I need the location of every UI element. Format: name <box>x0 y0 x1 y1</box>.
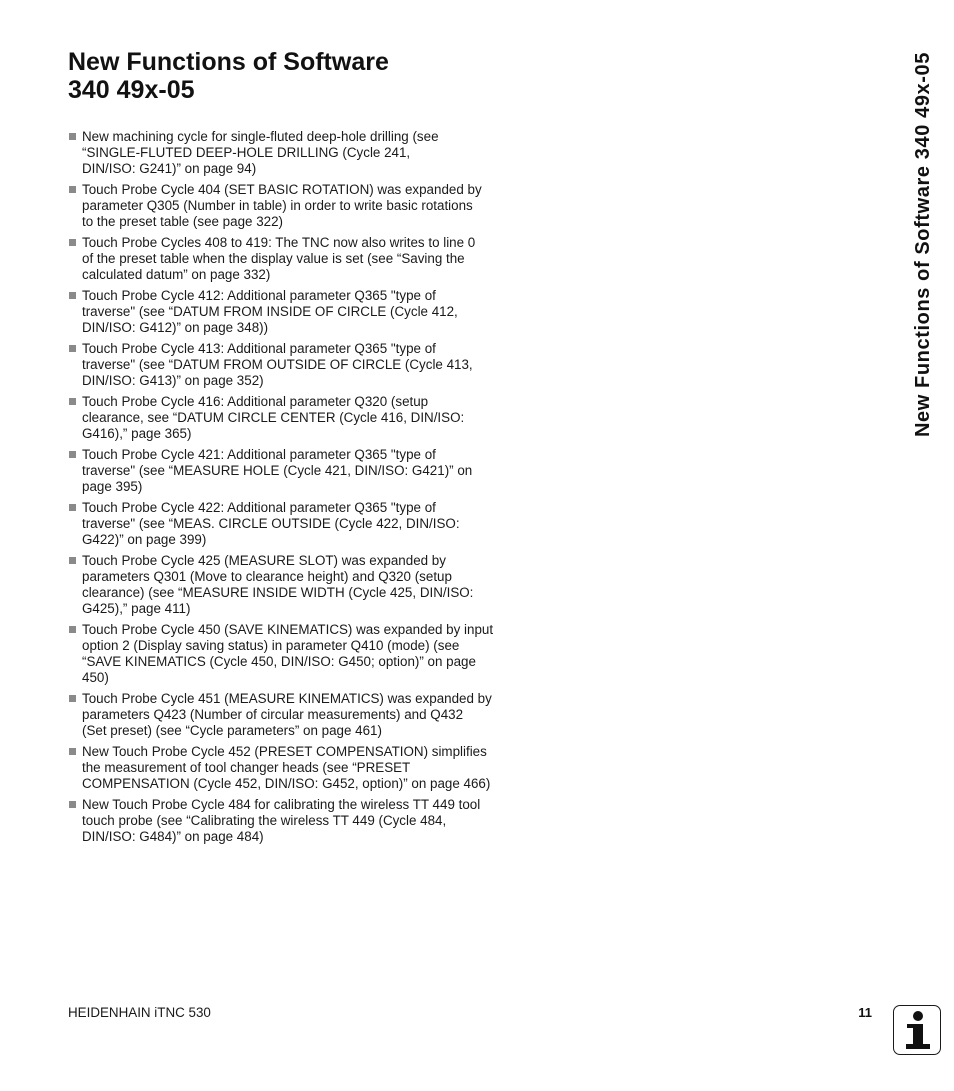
info-dot <box>913 1011 923 1021</box>
list-item <box>68 129 516 177</box>
square-bullet-icon <box>69 557 76 564</box>
list-item <box>68 500 516 548</box>
list-item <box>68 622 516 686</box>
list-item <box>68 341 516 389</box>
info-base <box>906 1044 930 1049</box>
list-item-text: Touch Probe Cycle 404 (SET BASIC ROTATION) was expanded by parameter Q305 (Number in table) in order to write basic rotations to the preset table (see page 322) <box>82 182 482 229</box>
list-item <box>68 182 516 230</box>
list-item-text: New Touch Probe Cycle 452 (PRESET COMPENSATION) simplifies the measurement of tool changer heads (see “PRESET COMPENSATION (Cycle 452, DIN/ISO: G452, option)” on page 466) <box>82 744 491 791</box>
side-chapter-title-text: New Functions of Software 340 49x-05 <box>912 52 934 438</box>
square-bullet-icon <box>69 801 76 808</box>
list-item-text: Touch Probe Cycle 416: Additional parameter Q320 (setup clearance, see “DATUM CIRCLE CENTER (Cycle 416, DIN/ISO: G416),” page 365) <box>82 394 465 441</box>
square-bullet-icon <box>69 186 76 193</box>
list-item-text: New Touch Probe Cycle 484 for calibrating the wireless TT 449 tool touch probe (see “Calibrating the wireless TT 449 (Cycle 484, DIN/ISO: G484)” on page 484) <box>82 797 481 844</box>
list-item-text: Touch Probe Cycle 421: Additional parameter Q365 "type of traverse" (see “MEASURE HOLE (Cycle 421, DIN/ISO: G421)” on page 395) <box>82 447 473 494</box>
list-item <box>68 797 516 845</box>
square-bullet-icon <box>69 695 76 702</box>
square-bullet-icon <box>69 345 76 352</box>
footer-product-name: HEIDENHAIN iTNC 530 <box>68 1005 211 1020</box>
list-item-text: Touch Probe Cycle 451 (MEASURE KINEMATICS) was expanded by parameters Q423 (Number of circular measurements) and Q432 (Set preset) (see “Cycle parameters” on page 461) <box>82 691 492 738</box>
square-bullet-icon <box>69 626 76 633</box>
list-item-text: Touch Probe Cycles 408 to 419: The TNC now also writes to line 0 of the preset table when the display value is set (see “Saving the calculated datum” on page 332) <box>82 235 476 282</box>
page-number: 11 <box>858 1005 872 1020</box>
side-chapter-title <box>912 52 934 522</box>
list-item-text: Touch Probe Cycle 422: Additional parameter Q365 "type of traverse" (see “MEAS. CIRCLE OUTSIDE (Cycle 422, DIN/ISO: G422)” on page 399) <box>82 500 460 547</box>
list-item <box>68 691 516 739</box>
list-item <box>68 447 516 495</box>
new-functions-list <box>68 129 516 850</box>
page-title <box>68 48 528 104</box>
square-bullet-icon <box>69 504 76 511</box>
list-item-text: New machining cycle for single-fluted deep-hole drilling (see “SINGLE-FLUTED DEEP-HOLE DRILLING (Cycle 241, DIN/ISO: G241)” on page 94) <box>82 129 439 176</box>
page-title-line-1: New Functions of Software <box>68 48 389 76</box>
list-item-text: Touch Probe Cycle 450 (SAVE KINEMATICS) was expanded by input option 2 (Display saving status) in parameter Q410 (mode) (see “SAVE KINEMATICS (Cycle 450, DIN/ISO: G450; option)” on page 450) <box>82 622 494 685</box>
list-item <box>68 744 516 792</box>
square-bullet-icon <box>69 398 76 405</box>
list-item <box>68 288 516 336</box>
page-title-line-2: 340 49x-05 <box>68 76 195 104</box>
list-item <box>68 394 516 442</box>
list-item-text: Touch Probe Cycle 425 (MEASURE SLOT) was expanded by parameters Q301 (Move to clearance height) and Q320 (setup clearance) (see “MEASURE INSIDE WIDTH (Cycle 425, DIN/ISO: G425),” page 411) <box>82 553 474 616</box>
list-item <box>68 235 516 283</box>
square-bullet-icon <box>69 292 76 299</box>
square-bullet-icon <box>69 239 76 246</box>
square-bullet-icon <box>69 451 76 458</box>
square-bullet-icon <box>69 748 76 755</box>
list-item-text: Touch Probe Cycle 413: Additional parameter Q365 "type of traverse" (see “DATUM FROM OUTSIDE OF CIRCLE (Cycle 413, DIN/ISO: G413)” on page 352) <box>82 341 473 388</box>
square-bullet-icon <box>69 133 76 140</box>
list-item <box>68 553 516 617</box>
info-i-icon <box>893 1005 941 1055</box>
list-item-text: Touch Probe Cycle 412: Additional parameter Q365 "type of traverse" (see “DATUM FROM INSIDE OF CIRCLE (Cycle 412, DIN/ISO: G412)” on page 348)) <box>82 288 458 335</box>
info-stem <box>913 1024 923 1046</box>
